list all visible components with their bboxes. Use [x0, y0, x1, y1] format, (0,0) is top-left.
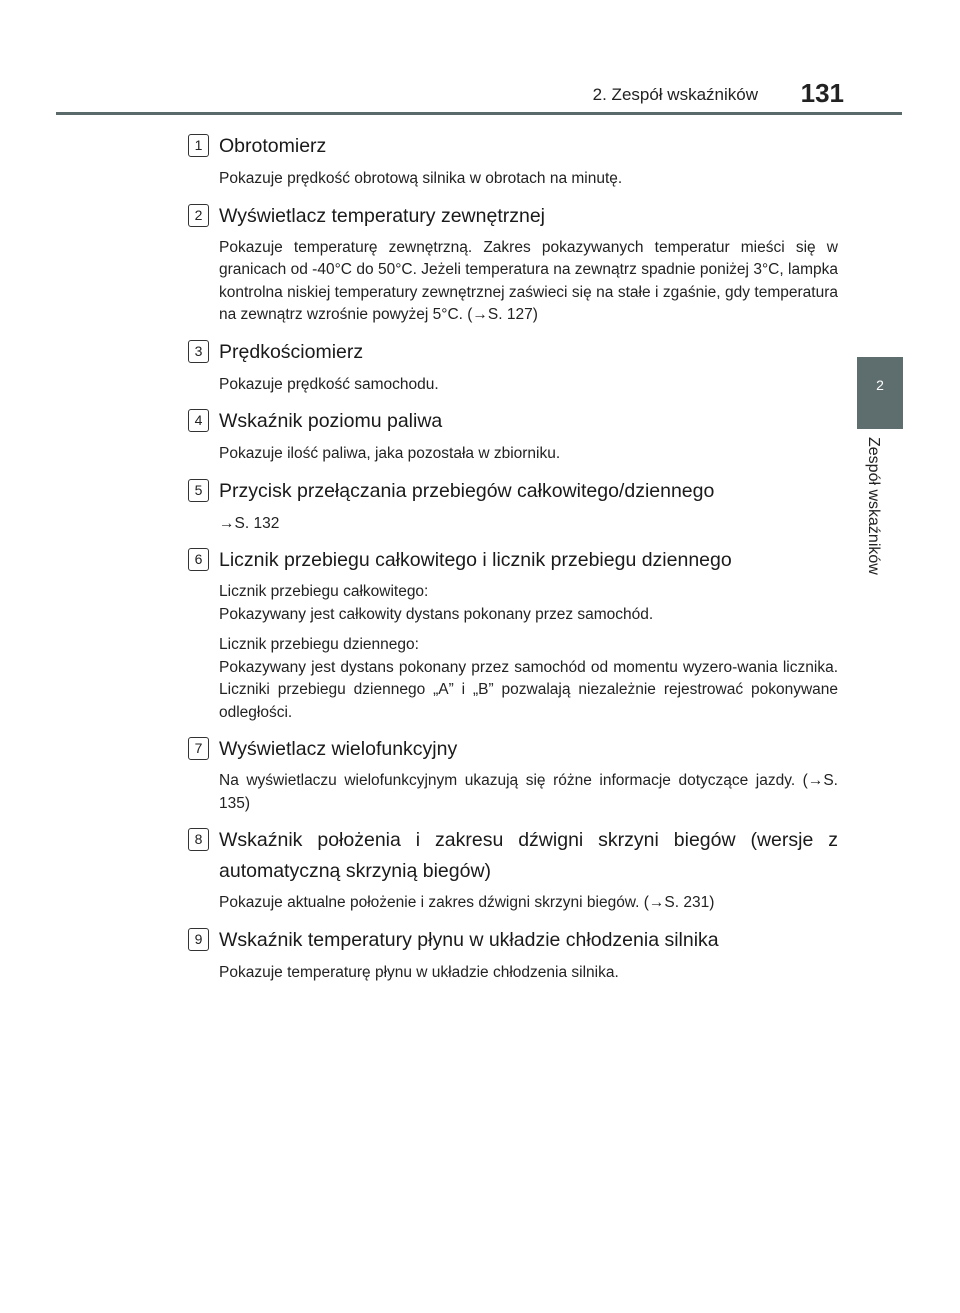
list-item: [188, 337, 838, 397]
item-description: Pokazuje prędkość samochodu.: [219, 375, 439, 393]
sub-block-text: Pokazywany jest dystans pokonany przez samochód od momentu wyzero-wania licznika. Liczniki przebiegu dziennego „A” i „B” pozwalają niezależnie rejestrować pokonywane odległości.: [219, 658, 838, 721]
list-item: [188, 476, 838, 536]
section-title: 2. Zespół wskaźników: [592, 85, 758, 104]
item-number-badge: 4: [188, 409, 209, 432]
item-number-badge: 7: [188, 737, 209, 760]
item-number-badge: 2: [188, 204, 209, 227]
sub-block-label: Licznik przebiegu dziennego:: [219, 636, 419, 653]
list-item: [188, 201, 838, 327]
item-number-badge: 8: [188, 828, 209, 851]
item-description: Pokazuje temperaturę płynu w układzie chłodzenia silnika.: [219, 963, 619, 981]
item-title: Licznik przebiegu całkowitego i licznik przebiegu dziennego: [219, 549, 732, 571]
sub-block-text: Pokazywany jest całkowity dystans pokonany przez samochód.: [219, 605, 654, 623]
item-number-badge: 1: [188, 134, 209, 157]
item-title: Wyświetlacz wielofunkcyjny: [219, 738, 458, 760]
item-title: Wskaźnik położenia i zakresu dźwigni skrzyni biegów (wersje z automatyczną skrzynią biegów): [219, 829, 838, 882]
sub-block: [219, 634, 838, 724]
item-number-badge: 5: [188, 479, 209, 502]
item-title: Wskaźnik temperatury płynu w układzie chłodzenia silnika: [219, 928, 719, 951]
item-sub-blocks: [219, 581, 838, 724]
item-number-badge: 6: [188, 548, 209, 571]
item-title: Przycisk przełączania przebiegów całkowitego/dziennego: [219, 479, 715, 502]
chapter-label: Zespół wskaźników: [865, 437, 882, 575]
item-description: Na wyświetlaczu wielofunkcyjnym ukazują się różne informacje dotyczące jazdy. (→S. 135): [219, 772, 838, 812]
item-description: Pokazuje temperaturę zewnętrzną. Zakres pokazywanych temperatur mieści się w granicach od -40°C do 50°C. Jeżeli temperatura na zewnątrz spadnie poniżej 3°C, lampka kontrolna niskiej temperatury zewnętrznej zaświeci się na stałe i zgaśnie, gdy temperatura na zewnątrz wzrośnie powyżej 5°C. (→S. 127): [219, 238, 838, 323]
sub-block: [219, 581, 838, 626]
page-reference-link[interactable]: →S. 132: [219, 514, 280, 532]
list-item: [188, 545, 838, 724]
page-header: [0, 78, 960, 108]
item-number-badge: 3: [188, 340, 209, 363]
chapter-tab[interactable]: [857, 357, 903, 429]
list-item: [188, 825, 838, 915]
chapter-number: 2: [876, 377, 884, 393]
item-title: Wskaźnik poziomu paliwa: [219, 410, 443, 432]
item-description: Pokazuje aktualne położenie i zakres dźwigni skrzyni biegów. (→S. 231): [219, 894, 715, 911]
item-title: Wyświetlacz temperatury zewnętrznej: [219, 204, 546, 227]
item-list: [188, 131, 838, 984]
list-item: [188, 406, 838, 466]
list-item: [188, 734, 838, 815]
sub-block-label: Licznik przebiegu całkowitego:: [219, 583, 429, 600]
item-title: Obrotomierz: [219, 135, 327, 157]
list-item: [188, 925, 838, 985]
item-number-badge: 9: [188, 928, 209, 951]
item-description: Pokazuje ilość paliwa, jaka pozostała w zbiorniku.: [219, 445, 561, 462]
list-item: [188, 131, 838, 191]
item-title: Prędkościomierz: [219, 340, 364, 363]
page-number: 131: [800, 78, 844, 108]
header-divider: [56, 112, 902, 115]
item-description: Pokazuje prędkość obrotową silnika w obrotach na minutę.: [219, 170, 623, 187]
